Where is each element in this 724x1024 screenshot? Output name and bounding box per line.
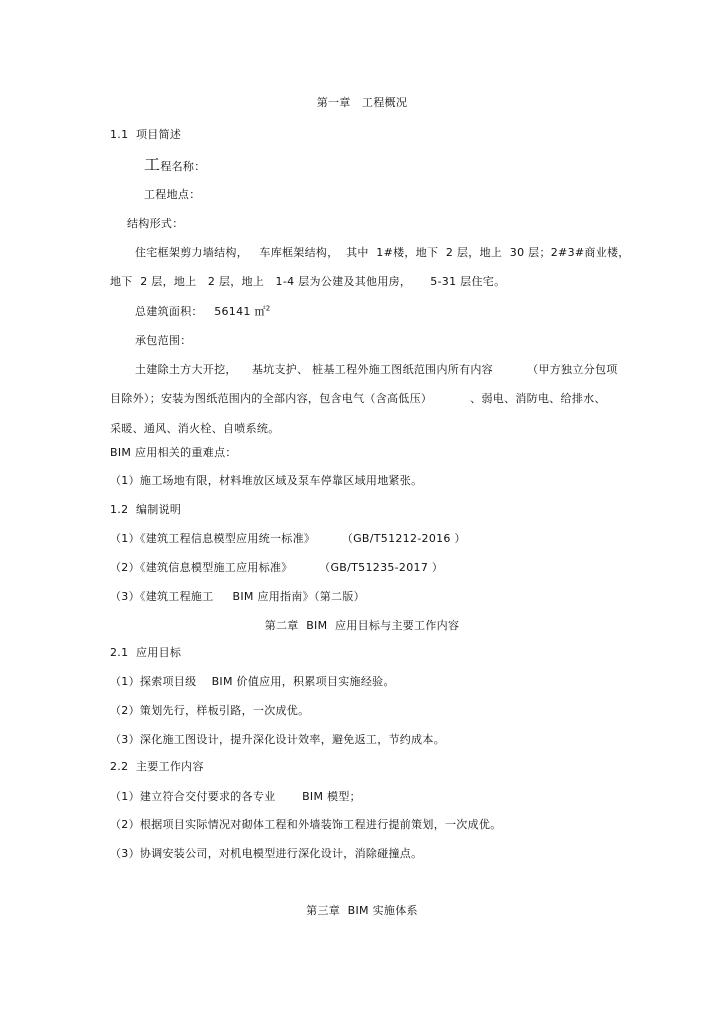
chapter-1-title: 第一章 工程概况 xyxy=(316,96,408,109)
chapter-3-title: 第三章 BIM 实施体系 xyxy=(306,904,418,917)
contract-scope-label: 承包范围： xyxy=(135,334,192,347)
reference-item-1: （1）《建筑工程信息模型应用统一标准》 （GB/T51212-2016 ） xyxy=(110,532,466,545)
total-area-superscript: 2 xyxy=(265,304,271,313)
structure-description-line-2: 地下 2 层，地上 2 层，地上 1-4 层为公建及其他用房， 5-31 层住宅。 xyxy=(110,275,506,288)
project-location-label: 工程地点： xyxy=(144,188,201,201)
section-2-1-heading: 2.1 应用目标 xyxy=(110,646,182,659)
work-item-1: （1）建立符合交付要求的各专业 BIM 模型； xyxy=(110,790,361,803)
goal-item-3: （3）深化施工图设计，提升深化设计效率，避免返工，节约成本。 xyxy=(110,733,445,746)
section-1-1-heading: 1.1 项目简述 xyxy=(110,128,182,141)
total-area-label: 总建筑面积： xyxy=(135,305,203,318)
structure-form-label: 结构形式： xyxy=(127,217,184,230)
bim-difficulties-heading: BIM 应用相关的重难点： xyxy=(110,446,237,459)
structure-description-line-1: 住宅框架剪力墙结构， 车库框架结构， 其中 1#楼，地下 2 层，地上 30 层；2#3#商业楼， xyxy=(135,246,630,259)
total-area-value: 56141 ㎡ xyxy=(214,305,266,318)
chapter-2-title: 第二章 BIM 应用目标与主要工作内容 xyxy=(264,619,460,632)
section-2-2-heading: 2.2 主要工作内容 xyxy=(110,760,204,773)
work-item-2: （2）根据项目实际情况对砌体工程和外墙装饰工程进行提前策划，一次成优。 xyxy=(110,818,502,831)
reference-item-3: （3）《建筑工程施工 BIM 应用指南》（第二版） xyxy=(110,590,365,603)
goal-item-1: （1）探索项目级 BIM 价值应用，积累项目实施经验。 xyxy=(110,675,395,688)
bim-difficulty-item-1: （1）施工场地有限，材料堆放区域及泵车停靠区域用地紧张。 xyxy=(110,474,423,487)
contract-scope-line-3: 采暖、通风、消火栓、自喷系统。 xyxy=(110,422,280,435)
reference-item-2: （2）《建筑信息模型施工应用标准》 （GB/T51235-2017 ） xyxy=(110,561,444,574)
project-name-large-char: 工 xyxy=(144,155,161,174)
contract-scope-line-1: 土建除土方大开挖， 基坑支护、 桩基工程外施工图纸范围内所有内容 （甲方独立分包项 xyxy=(135,363,618,376)
work-item-3: （3）协调安装公司，对机电模型进行深化设计，消除碰撞点。 xyxy=(110,847,423,860)
total-area-line xyxy=(135,305,271,319)
goal-item-2: （2）策划先行，样板引路，一次成优。 xyxy=(110,704,310,717)
project-name-label-rest: 程名称： xyxy=(160,160,206,173)
contract-scope-line-2: 目除外）；安装为图纸范围内的全部内容，包含电气（含高低压） 、弱电、消防电、给排水、 xyxy=(110,392,606,405)
project-name-label xyxy=(144,155,206,174)
section-1-2-heading: 1.2 编制说明 xyxy=(110,503,182,516)
